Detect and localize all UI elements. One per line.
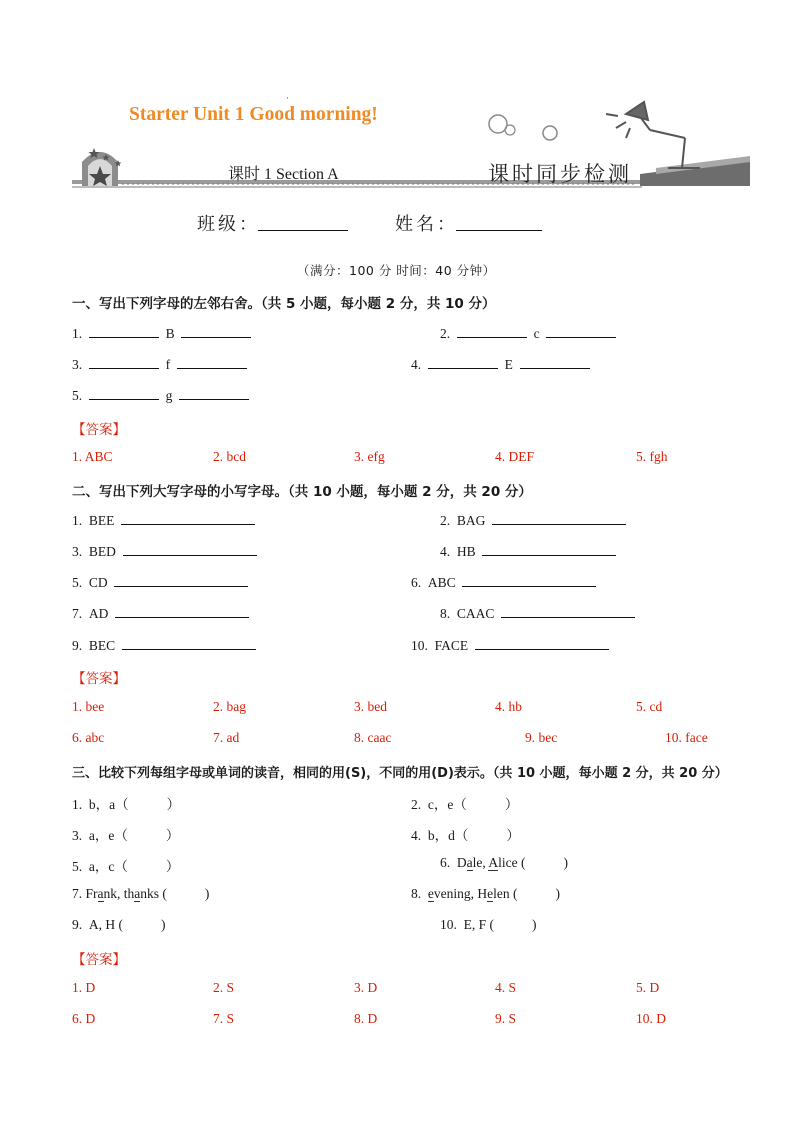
answer-label: 【答案】 [72,422,126,438]
section-1-heading: 一、写出下列字母的左邻右舍。（共 5 小题，每小题 2 分，共 10 分） [72,296,496,312]
s2-question-4: 4. HB [440,543,616,560]
answer-blank[interactable] [546,325,616,338]
s3-answer-7: 7. S [213,1011,235,1026]
s2-answer-9: 9. bec [525,730,558,745]
s3-question-1: 1. b，a（ ） [72,797,181,812]
answer-blank[interactable] [123,543,257,556]
s2-question-1: 1. BEE [72,512,255,529]
answer-blank[interactable] [121,512,255,525]
answer-blank[interactable] [181,325,251,338]
answer-blank[interactable] [475,637,609,650]
s1-question-2: 2. c [440,325,616,342]
s3-answer-2: 2. S [213,980,235,995]
answer-blank[interactable] [457,325,527,338]
class-field[interactable] [258,229,348,231]
s2-question-3: 3. BED [72,543,257,560]
answer-blank[interactable] [122,637,256,650]
s2-answer-10: 10. face [665,730,708,745]
section-2-heading: 二、写出下列大写字母的小写字母。（共 10 小题，每小题 2 分，共 20 分） [72,484,532,500]
s3-answer-4: 4. S [495,980,517,995]
s2-question-2: 2. BAG [440,512,626,529]
s1-answer-5: 5. fgh [636,449,668,464]
dot-mark: · [286,93,289,103]
s2-answer-2: 2. bag [213,699,246,714]
s2-answer-8: 8. caac [354,730,392,745]
answer-blank[interactable] [428,356,498,369]
s3-question-10: 10. E, F ( ) [440,917,537,932]
s3-question-4: 4. b，d（ ） [411,828,520,843]
answer-blank[interactable] [89,325,159,338]
s2-answer-4: 4. hb [495,699,522,714]
s3-question-3: 3. a，e（ ） [72,828,180,843]
s1-answer-4: 4. DEF [495,449,535,464]
s3-answer-9: 9. S [495,1011,517,1026]
s3-question-5: 5. a，c（ ） [72,859,180,874]
s3-answer-10: 10. D [636,1011,666,1026]
answer-blank[interactable] [115,605,249,618]
s3-question-9: 9. A, H ( ) [72,917,166,932]
exam-info: （满分：100 分 时间：40 分钟） [297,263,496,278]
answer-blank[interactable] [482,543,616,556]
s2-answer-1: 1. bee [72,699,105,714]
answer-blank[interactable] [177,356,247,369]
answer-blank[interactable] [114,574,248,587]
name-field[interactable] [456,229,542,231]
s2-answer-5: 5. cd [636,699,663,714]
answer-blank[interactable] [89,356,159,369]
s2-question-9: 9. BEC [72,637,256,654]
s3-answer-8: 8. D [354,1011,378,1026]
answer-label: 【答案】 [72,952,126,968]
s1-question-3: 3. f [72,356,247,373]
answer-blank[interactable] [520,356,590,369]
s3-question-8: 8. evening, Helen ( ) [411,886,560,901]
s3-question-2: 2. c，e（ ） [411,797,519,812]
s2-question-8: 8. CAAC [440,605,635,622]
answer-blank[interactable] [462,574,596,587]
answer-label: 【答案】 [72,671,126,687]
s2-answer-6: 6. abc [72,730,105,745]
s3-answer-3: 3. D [354,980,378,995]
s3-question-6: 6. Dale, Alice ( ) [440,855,568,870]
star-medal-icon [82,148,122,186]
name-label: 姓名： [395,214,458,235]
s2-question-7: 7. AD [72,605,249,622]
s3-answer-6: 6. D [72,1011,96,1026]
class-label: 班级： [197,214,260,235]
s1-answer-2: 2. bcd [213,449,246,464]
s1-question-4: 4. E [411,356,590,373]
page-title: Starter Unit 1 Good morning! [129,104,378,125]
s1-question-1: 1. B [72,325,251,342]
answer-blank[interactable] [501,605,635,618]
answer-blank[interactable] [179,387,249,400]
s1-answer-1: 1. ABC [72,449,113,464]
s2-question-5: 5. CD [72,574,248,591]
s2-answer-3: 3. bed [354,699,387,714]
s3-answer-5: 5. D [636,980,660,995]
lesson-label: 课时 1 Section A [228,166,339,183]
s3-question-7: 7. Frank, thanks ( ) [72,886,210,901]
s1-answer-3: 3. efg [354,449,385,464]
s2-answer-7: 7. ad [213,730,240,745]
s3-answer-1: 1. D [72,980,96,995]
answer-blank[interactable] [89,387,159,400]
s1-question-5: 5. g [72,387,249,404]
s2-question-6: 6. ABC [411,574,596,591]
sync-test-badge: 课时同步检测 [488,162,632,186]
s2-question-10: 10. FACE [411,637,609,654]
section-3-heading: 三、比较下列每组字母或单词的读音，相同的用(S)，不同的用(D)表示。（共 10 小题，每小题 2 分，共 20 分） [72,766,728,781]
answer-blank[interactable] [492,512,626,525]
